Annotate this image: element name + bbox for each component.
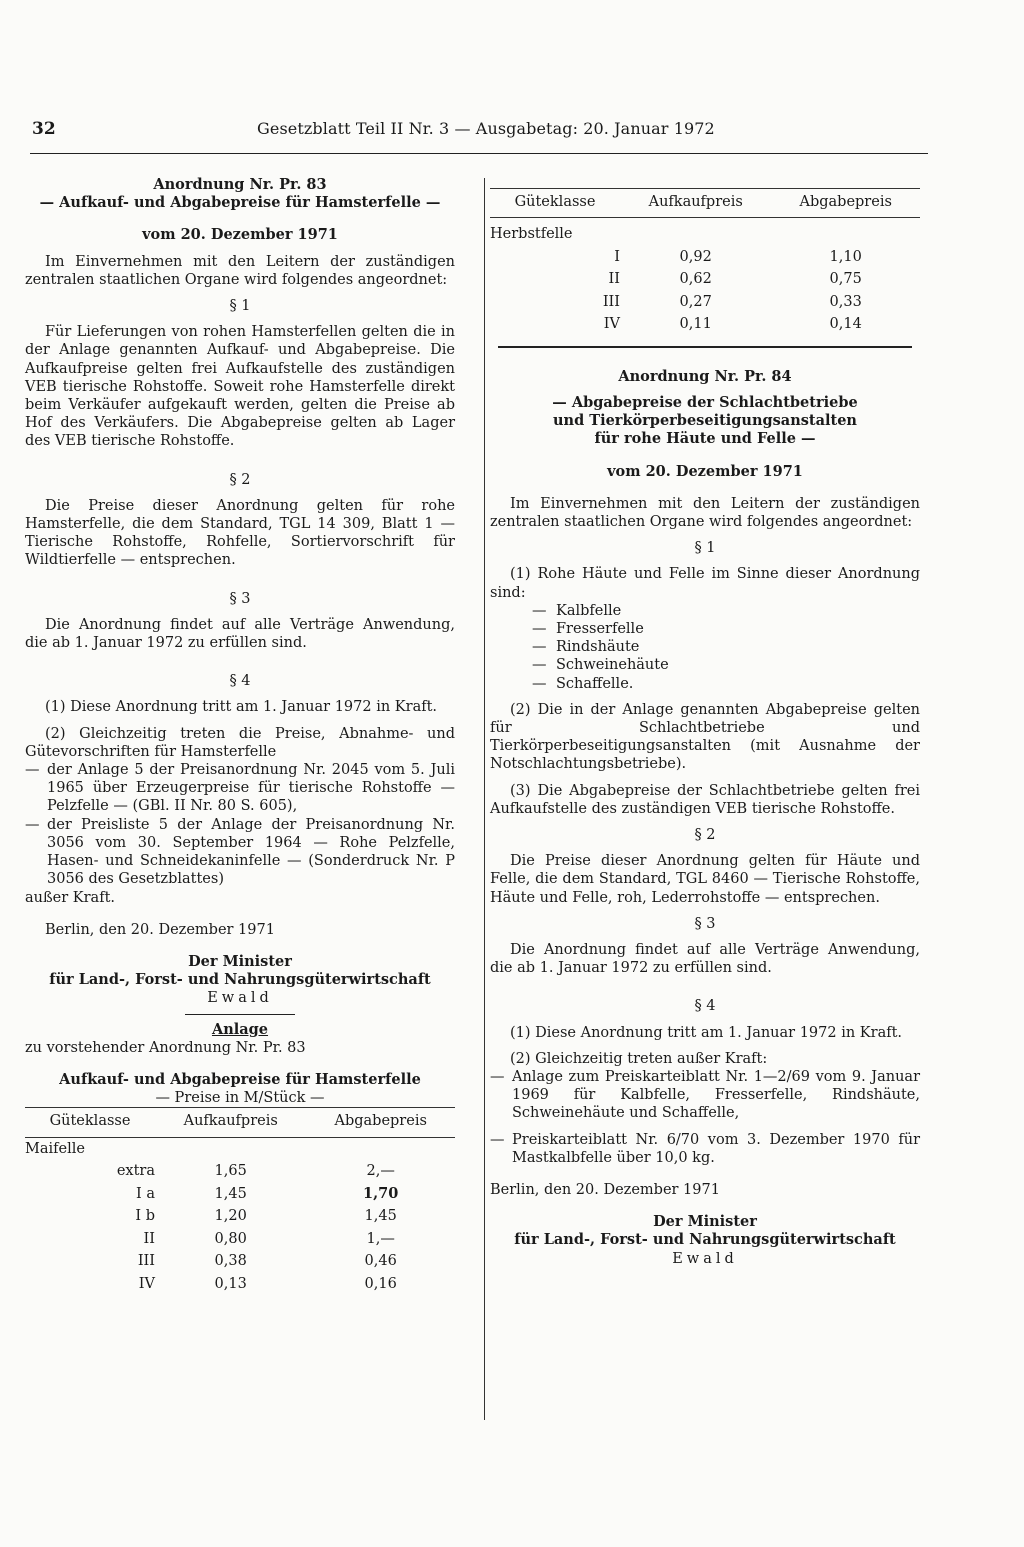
- cell-buy: 0,11: [679, 316, 712, 333]
- cell-sell: 1,—: [366, 1230, 395, 1247]
- section-heading: § 1: [694, 540, 716, 557]
- cell-buy: 1,20: [214, 1208, 247, 1225]
- ministry-name: für Land-, Forst- und Nahrungsgüterwirtschaft: [49, 971, 431, 989]
- cell-buy: 1,65: [214, 1163, 247, 1180]
- section-heading: § 4: [694, 998, 716, 1015]
- list-item-text: Kalbfelle: [556, 602, 622, 619]
- cell-sell: 1,70: [363, 1184, 399, 1202]
- cell-class: III: [602, 293, 620, 310]
- running-title: Gesetzblatt Teil II Nr. 3 — Ausgabetag: 20. Januar 1972: [257, 119, 715, 138]
- section-text: (2) Gleichzeitig treten außer Kraft:: [510, 1050, 768, 1067]
- ordinance-84-title-line: für rohe Häute und Felle —: [594, 430, 816, 448]
- hamster-price-table-continued: [490, 188, 920, 336]
- table-header-row: [490, 189, 920, 218]
- table-row: [25, 1205, 455, 1228]
- cell-class: III: [137, 1253, 155, 1270]
- table-row: [25, 1183, 455, 1206]
- ordinance-84-intro: Im Einvernehmen mit den Leitern der zuständigen zentralen staatlichen Organe wird folgendes angeordnet:: [490, 495, 920, 530]
- section-heading: § 3: [694, 915, 716, 932]
- list-item: — Rindshäute: [532, 639, 640, 656]
- col-header-sell: Abgabepreis: [334, 1113, 427, 1130]
- section-text: Für Lieferungen von rohen Hamsterfellen gelten die in der Anlage genannten Aufkauf- und Abgabepreise. Die Aufkaufpreise gelten frei Aufkaufstelle des zuständigen VEB tierische Rohstoffe. Soweit rohe Hamsterfelle direkt beim Verkäufer aufgekauft werden, gelten die Preise ab Hof des Verkäufers. Die Abgabepreise gelten ab Lager des VEB tierische Rohstoffe.: [25, 324, 455, 450]
- section-text: (2) Die in der Anlage genannten Abgabepreise gelten für Schlachtbetriebe und Tierkörperbeseitigungsanstalten (mit Ausnahme der Notschlachtungsbetriebe).: [490, 701, 920, 773]
- minister-title: Der Minister: [188, 952, 292, 970]
- cell-buy: 0,62: [679, 271, 712, 288]
- repeal-item-text: der Preisliste 5 der Anlage der Preisanordnung Nr. 3056 vom 30. September 1964 — Rohe Pelzfelle, Hasen- und Schneidekaninfelle — (Sonderdruck Nr. P 3056 des Gesetzblattes): [47, 816, 455, 888]
- table-row: [490, 313, 920, 336]
- list-item: — Schaffelle.: [532, 675, 634, 692]
- list-item: — Kalbfelle: [532, 602, 622, 619]
- list-item-text: Schweinehäute: [556, 657, 669, 674]
- cell-class: I b: [135, 1208, 155, 1225]
- section-text: (1) Diese Anordnung tritt am 1. Januar 1972 in Kraft.: [510, 1024, 903, 1041]
- section-text: Die Anordnung findet auf alle Verträge Anwendung, die ab 1. Januar 1972 zu erfüllen sind.: [25, 616, 455, 652]
- signature: Ewald: [207, 990, 273, 1007]
- hamster-price-table: [25, 1107, 455, 1295]
- anlage-rule: [185, 1014, 295, 1015]
- section-text: (1) Rohe Häute und Felle im Sinne dieser Anordnung sind:: [490, 566, 920, 601]
- cell-class: extra: [116, 1163, 155, 1180]
- list-item-text: Fresserfelle: [556, 620, 644, 637]
- table-row: [25, 1250, 455, 1273]
- place-date: Berlin, den 20. Dezember 1971: [45, 921, 275, 938]
- table-group-label: Herbstfelle: [490, 226, 573, 243]
- ministry-name: für Land-, Forst- und Nahrungsgüterwirtschaft: [514, 1231, 896, 1249]
- left-column: [25, 176, 455, 1295]
- minister-title: Der Minister: [653, 1213, 757, 1231]
- price-table-title: Aufkauf- und Abgabepreise für Hamsterfelle: [59, 1070, 421, 1088]
- repeal-item-text: Preiskarteiblatt Nr. 6/70 vom 3. Dezember 1970 für Mastkalbfelle über 10,0 kg.: [512, 1131, 920, 1166]
- section-text: Die Preise dieser Anordnung gelten für Häute und Felle, die dem Standard, TGL 8460 — Tierische Rohstoffe, Häute und Felle, roh, Lederrohstoffe — entsprechen.: [490, 853, 920, 906]
- col-header-class: Güteklasse: [514, 194, 596, 210]
- cell-sell: 2,—: [366, 1163, 395, 1180]
- cell-sell: 0,33: [829, 293, 862, 310]
- section-heading: § 2: [229, 471, 251, 488]
- col-header-buy: Aufkaufpreis: [183, 1113, 278, 1130]
- table-header-row: [25, 1108, 455, 1137]
- anlage-heading: Anlage: [211, 1020, 269, 1038]
- repeal-item-text: der Anlage 5 der Preisanordnung Nr. 2045 vom 5. Juli 1965 über Erzeugerpreise für tierische Rohstoffe — Pelzfelle — (GBl. II Nr. 80 S. 605),: [47, 762, 455, 815]
- anlage-subtitle: zu vorstehender Anordnung Nr. Pr. 83: [25, 1039, 306, 1056]
- place-date: Berlin, den 20. Dezember 1971: [490, 1182, 720, 1199]
- cell-sell: 0,14: [829, 316, 862, 333]
- ordinance-84-number: Anordnung Nr. Pr. 84: [618, 367, 792, 385]
- cell-class: I: [614, 248, 620, 265]
- ordinance-84-title-line: und Tierkörperbeseitigungsanstalten: [553, 412, 857, 430]
- cell-class: II: [608, 271, 620, 288]
- ordinance-83-date: vom 20. Dezember 1971: [142, 226, 338, 244]
- cell-buy: 0,80: [214, 1230, 247, 1247]
- section-text: Die Preise dieser Anordnung gelten für rohe Hamsterfelle, die dem Standard, TGL 14 309, Blatt 1 — Tierische Rohstoffe, Rohfelle, Sortiervorschrift für Wildtierfelle — entsprechen.: [25, 497, 455, 569]
- ordinance-84-title-line: — Abgabepreise der Schlachtbetriebe: [552, 393, 858, 411]
- section-heading: § 4: [229, 673, 251, 690]
- ordinance-83-intro: Im Einvernehmen mit den Leitern der zuständigen zentralen staatlichen Organe wird folgendes angeordnet:: [25, 253, 455, 288]
- right-column: [490, 188, 920, 1268]
- section-text: (1) Diese Anordnung tritt am 1. Januar 1972 in Kraft.: [45, 699, 438, 716]
- cell-class: IV: [138, 1275, 155, 1292]
- section-heading: § 2: [694, 826, 716, 843]
- table-group-label: Maifelle: [25, 1140, 85, 1157]
- table-row: [490, 246, 920, 269]
- ordinance-83-number: Anordnung Nr. Pr. 83: [153, 176, 327, 193]
- list-item: — Fresserfelle: [532, 620, 644, 637]
- list-item-text: Schaffelle.: [556, 675, 634, 692]
- cell-buy: 0,92: [679, 248, 712, 265]
- cell-sell: 0,75: [829, 271, 862, 288]
- table-row: [490, 291, 920, 314]
- list-item-text: Rindshäute: [556, 639, 640, 656]
- page-header: [32, 119, 928, 149]
- header-rule: [30, 153, 928, 154]
- table-row: [25, 1228, 455, 1251]
- cell-sell: 1,45: [364, 1208, 397, 1225]
- section-heading: § 3: [229, 590, 251, 607]
- cell-class: IV: [603, 316, 620, 333]
- cell-class: II: [143, 1230, 155, 1247]
- cell-sell: 0,46: [364, 1253, 397, 1270]
- repeal-end: außer Kraft.: [25, 889, 116, 906]
- cell-buy: 0,38: [214, 1253, 247, 1270]
- ordinance-83-title: — Aufkauf- und Abgabepreise für Hamsterfelle —: [39, 194, 441, 212]
- repeal-item: — Preiskarteiblatt Nr. 6/70 vom 3. Dezember 1970 für Mastkalbfelle über 10,0 kg.: [490, 1131, 920, 1166]
- repeal-item-text: Anlage zum Preiskarteiblatt Nr. 1—2/69 vom 9. Januar 1969 für Kalbfelle, Fresserfelle, Rindshäute, Schweinehäute und Schaffelle,: [512, 1069, 920, 1122]
- table-row: [490, 268, 920, 291]
- ordinance-84-date: vom 20. Dezember 1971: [607, 462, 803, 480]
- column-divider: [484, 178, 485, 1420]
- signature: Ewald: [672, 1250, 738, 1267]
- list-item: — Schweinehäute: [532, 657, 669, 674]
- section-text: Die Anordnung findet auf alle Verträge Anwendung, die ab 1. Januar 1972 zu erfüllen sind.: [490, 941, 920, 977]
- col-header-class: Güteklasse: [49, 1113, 131, 1130]
- table-row: [25, 1273, 455, 1296]
- cell-class: I a: [136, 1185, 155, 1202]
- repeal-item: — der Preisliste 5 der Anlage der Preisanordnung Nr. 3056 vom 30. September 1964 — Rohe Pelzfelle, Hasen- und Schneidekaninfelle — (Sonderdruck Nr. P 3056 des Gesetzblattes): [25, 816, 455, 888]
- col-header-buy: Aufkaufpreis: [648, 194, 743, 210]
- cell-sell: 1,10: [829, 248, 862, 265]
- section-heading: § 1: [229, 298, 251, 315]
- cell-buy: 0,27: [679, 293, 712, 310]
- cell-sell: 0,16: [364, 1275, 397, 1292]
- section-text: (3) Die Abgabepreise der Schlachtbetriebe gelten frei Aufkaufstelle des zuständigen VEB tierische Rohstoffe.: [490, 782, 920, 817]
- repeal-item: — der Anlage 5 der Preisanordnung Nr. 2045 vom 5. Juli 1965 über Erzeugerpreise für tierische Rohstoffe — Pelzfelle — (GBl. II Nr. 80 S. 605),: [25, 762, 455, 815]
- price-table-subtitle: — Preise in M/Stück —: [155, 1090, 325, 1107]
- cell-buy: 1,45: [214, 1185, 247, 1202]
- cell-buy: 0,13: [214, 1275, 247, 1292]
- page-number: 32: [32, 119, 56, 139]
- col-header-sell: Abgabepreis: [799, 194, 892, 210]
- table-row: [25, 1160, 455, 1183]
- repeal-item: — Anlage zum Preiskarteiblatt Nr. 1—2/69 vom 9. Januar 1969 für Kalbfelle, Fresserfelle, Rindshäute, Schweinehäute und Schaffelle,: [490, 1069, 920, 1122]
- section-text: (2) Gleichzeitig treten die Preise, Abnahme- und Gütevorschriften für Hamsterfelle: [25, 725, 455, 760]
